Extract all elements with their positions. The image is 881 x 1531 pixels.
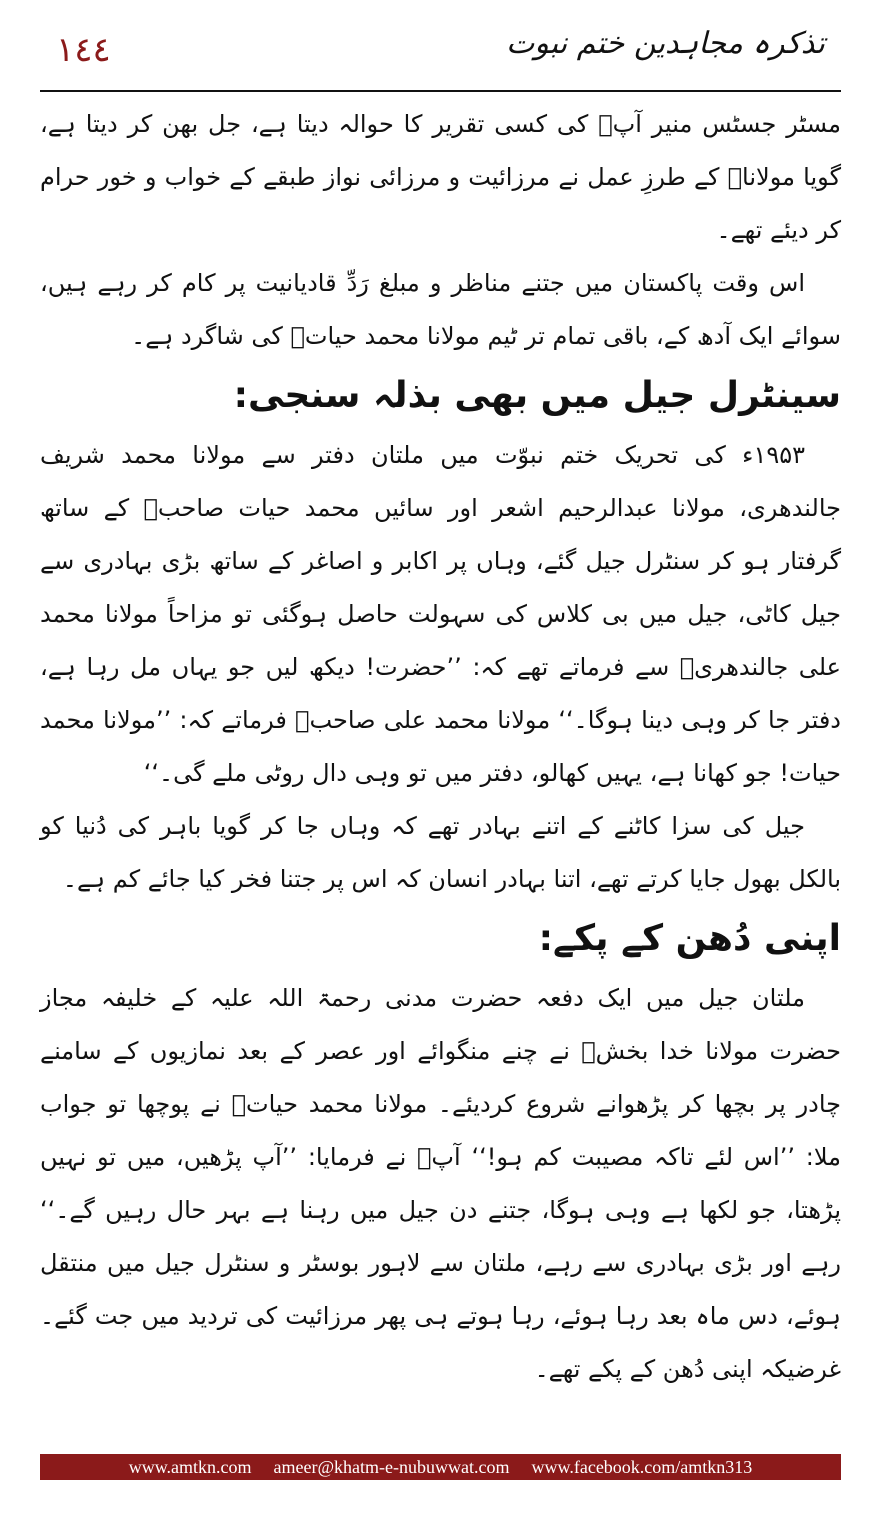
footer-website-link[interactable]: www.amtkn.com (128, 1456, 252, 1477)
footer-facebook-link[interactable]: www.facebook.com/amtkn313 (531, 1456, 753, 1477)
section-heading-determination: اپنی دُھن کے پکے: (538, 918, 841, 959)
page-number: ١٤٤ (56, 30, 111, 70)
paragraph-3: ۱۹۵۳ء کی تحریک ختم نبوّت میں ملتان دفتر سے مولانا محمد شریف جالندھری، مولانا عبدالرحیم اشعر اور سائیں محمد حیات صاحبؒ کے ساتھ گرفتار ہو کر سنٹرل جیل گئے، وہاں پر اکابر و اصاغر کے ساتھ بڑی بہادری سے جیل کاٹی، جیل میں بی کلاس کی سہولت حاصل ہوگئی تو مزاحاً مولانا محمد علی جالندھریؒ سے فرماتے تھے کہ: ’’حضرت! دیکھ لیں جو یہاں مل رہا ہے، دفتر جا کر وہی دینا ہوگا۔‘‘ مولانا محمد علی صاحبؒ فرماتے کہ: ’’مولانا محمد حیات! جو کھانا ہے، یہیں کھالو، دفتر میں تو وہی دال روٹی ملے گی۔‘‘ (40, 441, 841, 787)
paragraph-2: اس وقت پاکستان میں جتنے مناظر و مبلغ رَدِّ قادیانیت پر کام کر رہے ہیں، سوائے ایک آدھ کے، باقی تمام تر ٹیم مولانا محمد حیاتؒ کی شاگرد ہے۔ (40, 269, 841, 350)
footer-email-link[interactable]: ameer@khatm-e-nubuwwat.com (273, 1456, 510, 1477)
paragraph-4: جیل کی سزا کاٹنے کے اتنے بہادر تھے کہ وہاں جا کر گویا باہر کی دُنیا کو بالکل بھول جایا کرتے تھے، اتنا بہادر انسان کہ اس پر جتنا فخر کیا جائے کم ہے۔ (40, 812, 841, 893)
running-title: تذکرہ مجاہدین ختم نبوت (506, 26, 825, 61)
paragraph-5: ملتان جیل میں ایک دفعہ حضرت مدنی رحمۃ اللہ علیہ کے خلیفہ مجاز حضرت مولانا خدا بخشؒ نے چنے منگوائے اور عصر کے بعد نمازیوں کے سامنے چادر پر بچھا کر پڑھوانے شروع کردیئے۔ مولانا محمد حیاتؒ نے پوچھا تو جواب ملا: ’’اس لئے تاکہ مصیبت کم ہو!‘‘ آپؒ نے فرمایا: ’’آپ پڑھیں، میں تو نہیں پڑھتا، جو لکھا ہے وہی ہوگا، جتنے دن جیل میں رہنا ہے بہر حال رہیں گے۔‘‘ رہے اور بڑی بہادری سے رہے، ملتان سے لاہور بوسٹر و سنٹرل جیل میں منتقل ہوئے، دس ماہ بعد رہا ہوئے، رہا ہوتے ہی پھر مرزائیت کی تردید میں جت گئے۔ غرضیکہ اپنی دُھن کے پکے تھے۔ (40, 984, 841, 1383)
header-divider (40, 90, 841, 92)
section-heading-jail-humor: سینٹرل جیل میں بھی بذلہ سنجی: (233, 375, 841, 416)
footer-bar (40, 1454, 841, 1480)
paragraph-1: مسٹر جسٹس منیر آپؒ کی کسی تقریر کا حوالہ دیتا ہے، جل بھن کر دیتا ہے، گویا مولاناؒ کے طرزِ عمل نے مرزائیت و مرزائی نواز طبقے کے خواب و خور حرام کر دیئے تھے۔ (40, 110, 841, 244)
page-body (40, 98, 841, 1396)
